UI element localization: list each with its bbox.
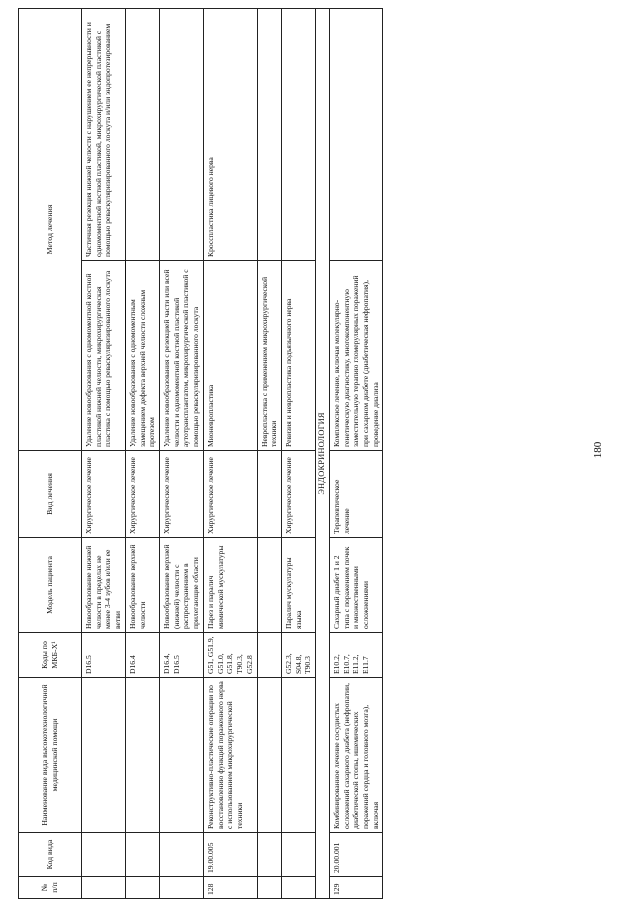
row-number (257, 877, 281, 899)
row-method-extra: Кросспластика лицевого нерва (203, 9, 257, 261)
header-code: Код вида (19, 833, 82, 877)
table-row (160, 9, 204, 899)
row-model: Новообразование верхней (нижней) челюсти с распространением в прилегающие области (160, 538, 204, 633)
row-model: Новообразование верхней челюсти (125, 538, 159, 633)
row-kind: Хирургическое лечение (160, 451, 204, 538)
table-row (82, 9, 126, 899)
section-row (316, 9, 330, 899)
row-number (160, 877, 204, 899)
table-row (203, 9, 257, 899)
row-number: 128 (203, 877, 257, 899)
treatment-table (18, 8, 383, 899)
row-method-extra (160, 9, 204, 261)
header-icd-codes: Коды по МКБ-Х¹ (19, 633, 82, 678)
row-model (257, 538, 281, 633)
section-title: ЭНДОКРИНОЛОГИЯ (316, 9, 330, 899)
row-method: Ревизия и невропластика подъязычного нерва (281, 261, 315, 451)
row-kind (257, 451, 281, 538)
row-model: Новообразование нижней челюсти в пределах не менее 3-4 зубов и/или ее ветви (82, 538, 126, 633)
row-method: Удаление новообразования с одномоментной костной пластикой нижней челюсти, микрохирургическая пластика с помощью реваскуляризированного лоскута (82, 261, 126, 451)
row-code (125, 833, 159, 877)
table-row (257, 9, 281, 899)
row-name: Реконструктивно-пластические операции по восстановлению функций пораженного нерва с использованием микрохирургической техники (203, 678, 257, 833)
row-icd: D16.4 (125, 633, 159, 678)
header-treatment-kind: Вид лечения (19, 451, 82, 538)
row-number (82, 877, 126, 899)
row-method-extra (257, 9, 281, 261)
row-icd: E10.2, E10.7, E11.2, E11.7 (329, 633, 383, 678)
row-code: 19.00.005 (203, 833, 257, 877)
row-number: 129 (329, 877, 383, 899)
row-number (125, 877, 159, 899)
row-kind: Терапевтическое лечение (329, 451, 383, 538)
row-code (281, 833, 315, 877)
header-treatment-method: Метод лечения (19, 9, 82, 451)
table-header-row (19, 9, 82, 899)
row-model: Паралич мускулатуры языка (281, 538, 315, 633)
header-patient-model: Модель пациента (19, 538, 82, 633)
row-name (82, 678, 126, 833)
row-method: Мионевропластика (203, 261, 257, 451)
row-code (82, 833, 126, 877)
row-name (160, 678, 204, 833)
row-name: Комбинированное лечение сосудистых осложнений сахарного диабета (нефропатии, диабетической стопы, ишемических поражений сердца и головного мозга), включая (329, 678, 383, 833)
table-row (125, 9, 159, 899)
row-method: Удаление новообразования с одномоментным замещением дефекта верхней челюсти сложным протезом (125, 261, 159, 451)
row-icd (257, 633, 281, 678)
row-kind: Хирургическое лечение (281, 451, 315, 538)
row-method: Удаление новообразования с резекцией части или всей челюсти и одномоментной костной пластикой аутотрансплантатом, микрохирургической пластикой с помощью реваскуляризированного лоскута (160, 261, 204, 451)
table-row (281, 9, 315, 899)
row-model: Сахарный диабет 1 и 2 типа с поражением почек и множественными осложнениями (329, 538, 383, 633)
row-kind: Хирургическое лечение (203, 451, 257, 538)
row-name (281, 678, 315, 833)
row-method: Комплексное лечение, включая молекулярно-генетическую диагностику, многокомпонентную заместительную терапию гломерулярных поражений при сахарном диабете (диабетическая нефропатия), проведение диализа (329, 261, 383, 451)
row-kind: Хирургическое лечение (125, 451, 159, 538)
page-number: 180 (592, 441, 604, 459)
header-number: № п/п (19, 877, 82, 899)
row-icd: G51, G51.9, G51.0, G51.8, T90.3, G52.8 (203, 633, 257, 678)
row-code (160, 833, 204, 877)
row-method-extra (281, 9, 315, 261)
row-method: Невропластика с применением микрохирургической техники (257, 261, 281, 451)
row-icd: D16.4, D16.5 (160, 633, 204, 678)
header-name: Наименование вида высокотехнологичной медицинской помощи (19, 678, 82, 833)
row-icd: D16.5 (82, 633, 126, 678)
row-code: 20.00.001 (329, 833, 383, 877)
row-icd: G52.3, S04.8, T90.3 (281, 633, 315, 678)
row-method-extra (329, 9, 383, 261)
table-row (329, 9, 383, 899)
row-name (125, 678, 159, 833)
row-method-extra: Частичная резекция нижней челюсти с нарушением ее непрерывности и одномоментной костной пластикой, микрохирургической пластикой с помощью реваскуляризированного лоскута и/или эндопротезированием (82, 9, 126, 261)
row-number (281, 877, 315, 899)
row-code (257, 833, 281, 877)
row-name (257, 678, 281, 833)
row-method-extra (125, 9, 159, 261)
row-model: Парез и паралич мимической мускулатуры (203, 538, 257, 633)
row-kind: Хирургическое лечение (82, 451, 126, 538)
